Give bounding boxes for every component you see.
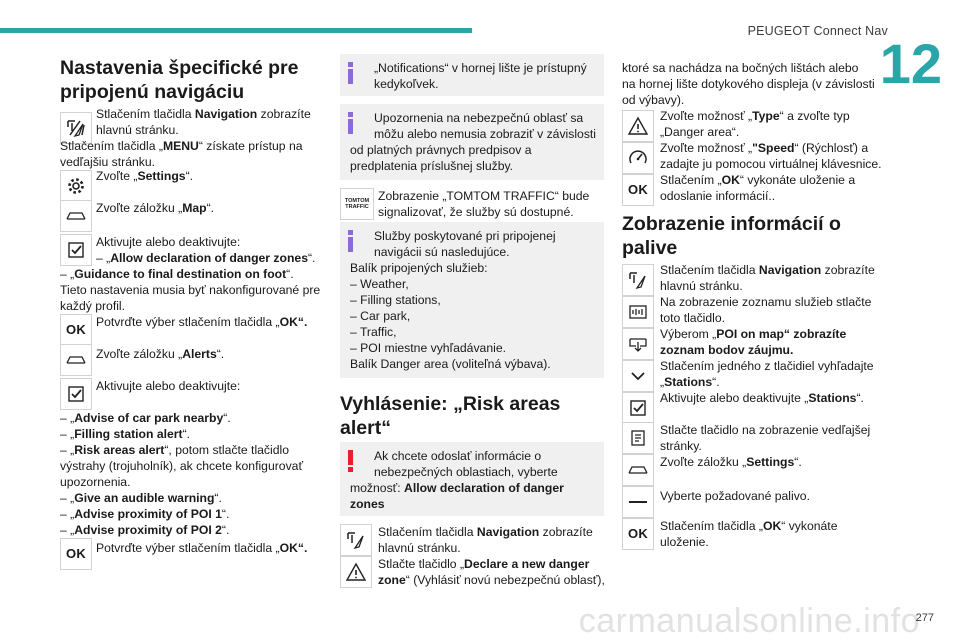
tomtom-traffic-logo: TOMTOM TRAFFIC bbox=[340, 188, 374, 220]
header-accent-bar bbox=[0, 28, 472, 33]
danger-triangle-icon bbox=[340, 556, 372, 588]
chevron-down-icon bbox=[622, 360, 654, 392]
ok-button-icon: OK bbox=[622, 518, 654, 550]
ok-button-icon: OK bbox=[60, 538, 92, 570]
ok-button-icon: OK bbox=[622, 174, 654, 206]
checkbox-icon bbox=[60, 378, 92, 410]
section-heading: Vyhlásenie: „Risk areas alert“ bbox=[340, 393, 561, 439]
secondary-page-icon bbox=[622, 422, 654, 454]
tab-icon bbox=[622, 454, 654, 486]
info-box: „Notifications“ v hornej lište je prístupný kedykoľvek. bbox=[340, 54, 604, 96]
section-heading: Nastavenia špecifické pre pripojenú navigáciu bbox=[60, 57, 299, 103]
info-icon bbox=[348, 230, 353, 252]
info-box: Upozornenia na nebezpečnú oblasť sa môžu alebo nemusia zobraziť v závislosti od platných právnych predpisov a predplatenia príslušnej služby. bbox=[340, 104, 604, 180]
section-heading: Zobrazenie informácií o palive bbox=[622, 213, 841, 259]
services-list-icon bbox=[622, 296, 654, 328]
info-box: Služby poskytované pri pripojenej navigácii sú nasledujúce. Balík pripojených služieb: – Weather, – Filling stations, – Car park, – Traffic, – POI miestne vyhľadávanie. Balík Danger area (voliteľná výbava). bbox=[340, 222, 604, 378]
watermark: carmanualsonline.info bbox=[578, 602, 920, 640]
navigation-icon bbox=[340, 524, 372, 556]
tab-icon bbox=[60, 200, 92, 232]
gear-icon bbox=[60, 170, 92, 202]
speedometer-icon bbox=[622, 142, 654, 174]
info-icon bbox=[348, 112, 353, 134]
page-number: 277 bbox=[915, 612, 934, 624]
warning-icon bbox=[348, 450, 353, 472]
danger-triangle-icon bbox=[622, 110, 654, 142]
ok-button-icon: OK bbox=[60, 314, 92, 346]
poi-map-icon bbox=[622, 328, 654, 360]
checkbox-icon bbox=[60, 234, 92, 266]
info-icon bbox=[348, 62, 353, 84]
warning-box: Ak chcete odoslať informácie o nebezpečných oblastiach, vyberte možnosť: Allow declaration of danger zones bbox=[340, 442, 604, 516]
tab-icon bbox=[60, 344, 92, 376]
manual-title: PEUGEOT Connect Nav bbox=[747, 24, 888, 38]
checkbox-icon bbox=[622, 392, 654, 424]
fuel-list-icon bbox=[622, 486, 654, 518]
navigation-icon bbox=[622, 264, 654, 296]
chapter-number: 12 bbox=[879, 32, 942, 95]
